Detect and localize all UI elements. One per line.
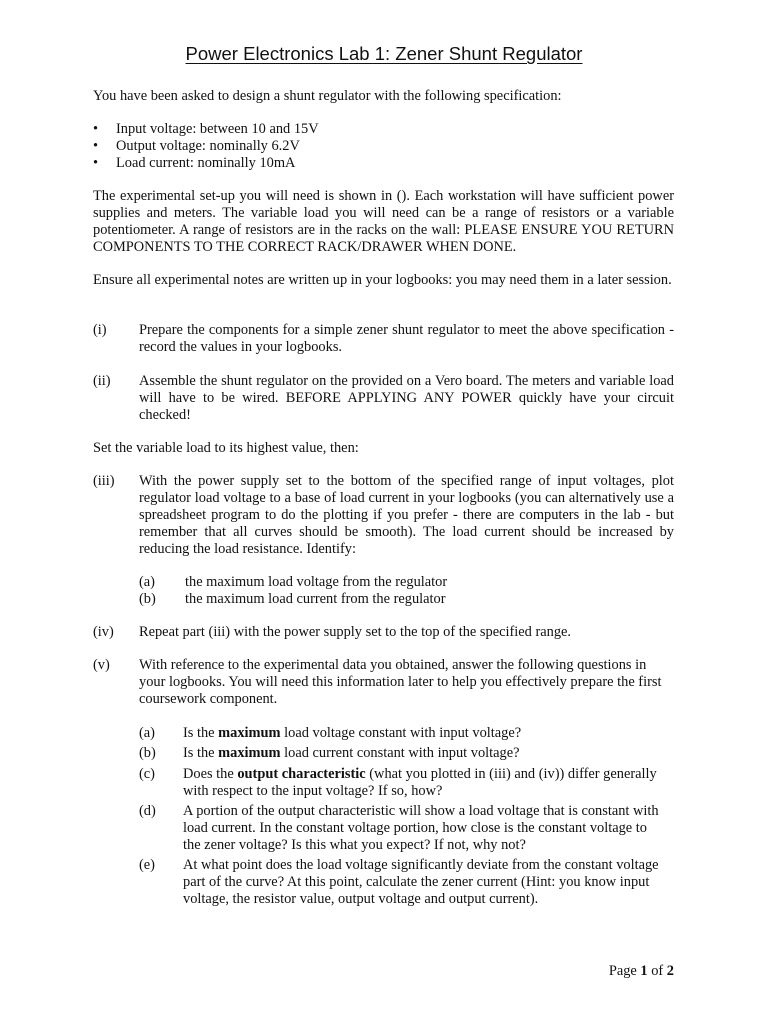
specification-list bbox=[93, 121, 319, 172]
sub-text: the maximum load voltage from the regulator bbox=[185, 574, 448, 590]
sub-text: the maximum load current from the regulator bbox=[185, 591, 446, 607]
logbook-paragraph: Ensure all experimental notes are written up in your logbooks: you may need them in a later session. bbox=[93, 272, 672, 288]
question-text: Is the maximum load voltage constant with input voltage? bbox=[183, 725, 522, 741]
page-title: Power Electronics Lab 1: Zener Shunt Regulator bbox=[185, 43, 583, 64]
question-number: (c) bbox=[139, 766, 155, 782]
step-text: With the power supply set to the bottom of the specified range of input voltages, plot regulator load voltage to a base of load current in your logbooks (you can alternatively use a spreadsheet program to do the plotting if you prefer - there are computers in the lab - but remember that all curves should be smooth). The load current should be increased by reducing the load resistance. Identify: bbox=[139, 473, 674, 557]
spec-item: • Load current: nominally 10mA bbox=[93, 155, 296, 171]
step-number: (iii) bbox=[93, 473, 115, 489]
question-text: Does the output characteristic (what you plotted in (iii) and (iv)) differ generally with respect to the input voltage? If so, how? bbox=[183, 766, 657, 799]
question-number: (a) bbox=[139, 725, 155, 741]
step-text: Repeat part (iii) with the power supply set to the top of the specified range. bbox=[139, 624, 571, 640]
sub-number: (b) bbox=[139, 591, 156, 607]
step-text: With reference to the experimental data you obtained, answer the following questions in your logbooks. You will need this information later to help you effectively prepare the first coursework component. bbox=[139, 657, 662, 707]
question-number: (e) bbox=[139, 857, 155, 873]
bullet-icon: • bbox=[93, 155, 99, 171]
question-text: Is the maximum load current constant with input voltage? bbox=[183, 745, 520, 761]
set-load-paragraph: Set the variable load to its highest value, then: bbox=[93, 440, 359, 456]
bullet-icon: • bbox=[93, 121, 99, 137]
step-text: Assemble the shunt regulator on the provided on a Vero board. The meters and variable load will have to be wired. BEFORE APPLYING ANY POWER quickly have your circuit checked! bbox=[139, 373, 674, 423]
step-text: Prepare the components for a simple zener shunt regulator to meet the above specification - record the values in your logbooks. bbox=[139, 322, 674, 355]
step-number: (v) bbox=[93, 657, 110, 673]
intro-paragraph: You have been asked to design a shunt regulator with the following specification: bbox=[93, 88, 562, 104]
bullet-icon: • bbox=[93, 138, 99, 154]
step-number: (ii) bbox=[93, 373, 111, 389]
question-text: A portion of the output characteristic will show a load voltage that is constant with load current. In the constant voltage portion, how close is the constant voltage to the zener voltage? Is this what you expect? If not, why not? bbox=[183, 803, 659, 853]
step-number: (iv) bbox=[93, 624, 114, 640]
setup-paragraph: The experimental set-up you will need is shown in (). Each workstation will have sufficient power supplies and meters. The variable load you will need can be a range of resistors or a variable potentiometer. A range of resistors are in the racks on the wall: PLEASE ENSURE YOU RETURN COMPONENTS TO THE CORRECT RACK/DRAWER WHEN DONE. bbox=[93, 188, 674, 255]
spec-item: • Output voltage: nominally 6.2V bbox=[93, 138, 300, 154]
sub-number: (a) bbox=[139, 574, 155, 590]
spec-item: • Input voltage: between 10 and 15V bbox=[93, 121, 319, 137]
question-text: At what point does the load voltage significantly deviate from the constant voltage part of the curve? At this point, calculate the zener current (Hint: you know input voltage, the resistor value, output voltage and output current). bbox=[183, 857, 659, 907]
question-number: (d) bbox=[139, 803, 156, 819]
page-number: Page 1 of 2 bbox=[608, 963, 674, 979]
step-number: (i) bbox=[93, 322, 107, 338]
question-number: (b) bbox=[139, 745, 156, 761]
